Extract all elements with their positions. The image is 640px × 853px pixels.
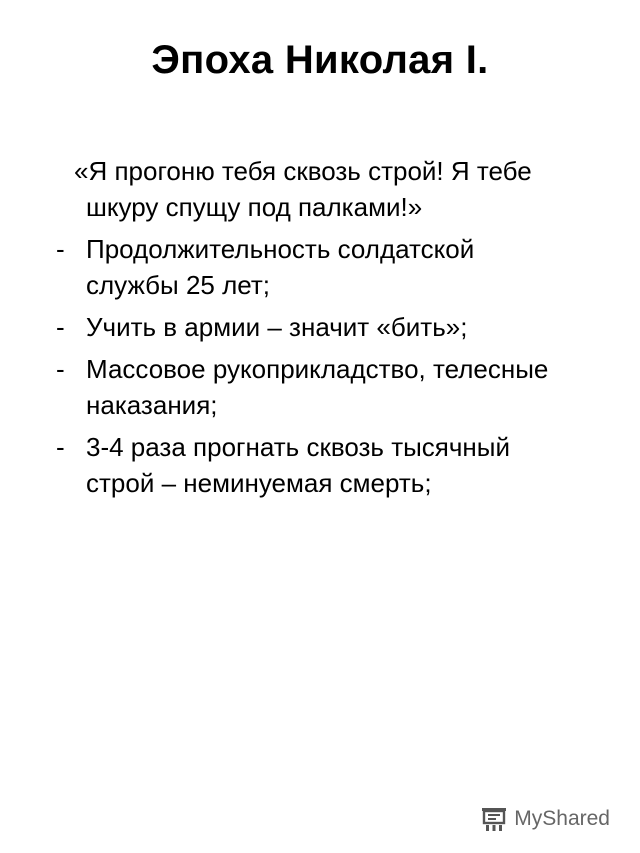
bullet-line: Массовое рукоприкладство, телесные <box>86 354 549 384</box>
quote-line-1: «Я прогоню тебя сквозь строй! Я тебе <box>74 156 532 186</box>
bullet-dash: - <box>56 312 65 342</box>
watermark[interactable] <box>480 805 610 833</box>
presentation-board-icon <box>480 805 508 833</box>
quote-line-2: шкуру спущу под палками!» <box>86 192 423 222</box>
slide-body <box>0 153 640 501</box>
bullet-line: Учить в армии – значит «бить»; <box>86 312 468 342</box>
bullet-item <box>0 309 640 345</box>
bullet-list <box>0 231 640 501</box>
watermark-text: MyShared <box>514 807 610 830</box>
bullet-line: строй – неминуемая смерть; <box>86 468 432 498</box>
slide-title: Эпоха Николая I. <box>151 38 489 82</box>
bullet-line: 3-4 раза прогнать сквозь тысячный <box>86 432 510 462</box>
bullet-dash: - <box>56 234 65 264</box>
bullet-item <box>0 429 640 501</box>
bullet-line: службы 25 лет; <box>86 270 270 300</box>
bullet-dash: - <box>56 354 65 384</box>
bullet-dash: - <box>56 432 65 462</box>
bullet-item <box>0 351 640 423</box>
bullet-line: наказания; <box>86 390 218 420</box>
bullet-line: Продолжительность солдатской <box>86 234 475 264</box>
bullet-item <box>0 231 640 303</box>
